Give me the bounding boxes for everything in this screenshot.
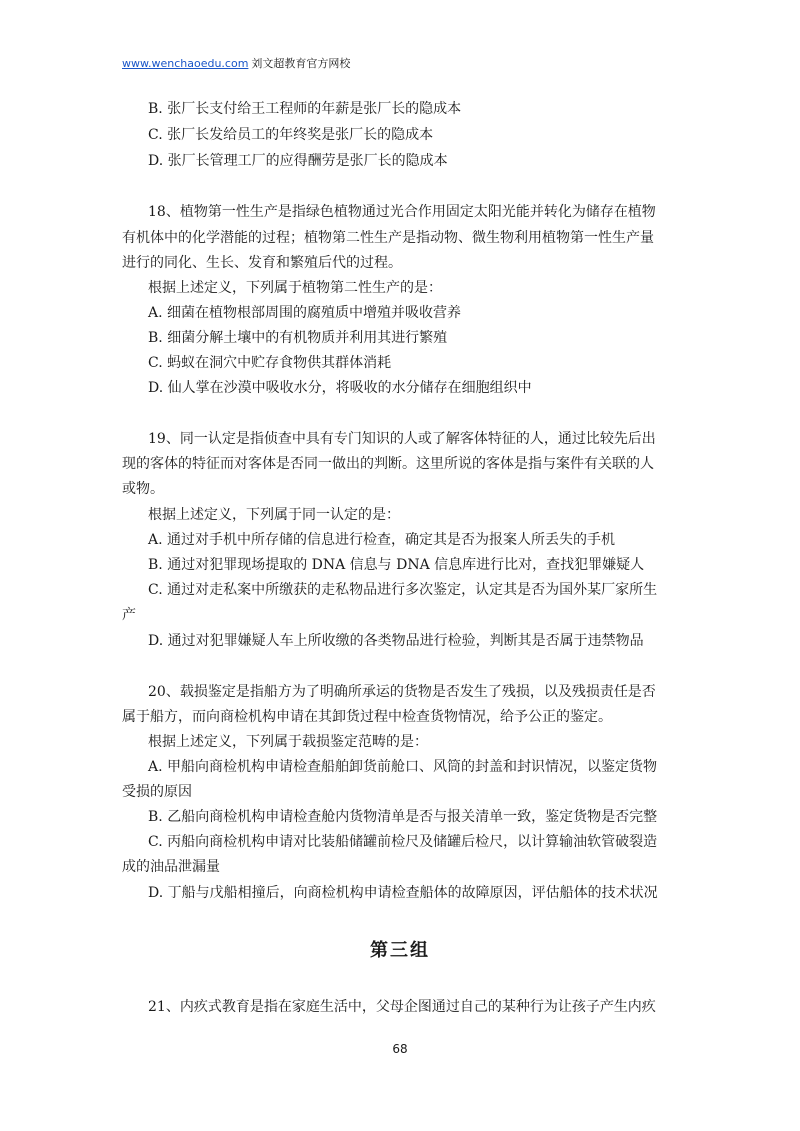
q19-option-b: B. 通过对犯罪现场提取的 DNA 信息与 DNA 信息库进行比对，查找犯罪嫌疑人 [148,557,645,573]
q19-stem-line-2: 现的客体的特征而对客体是否同一做出的判断。这里所说的客体是指与案件有关联的人 [122,456,654,472]
q18-option-d: D. 仙人掌在沙漠中吸收水分，将吸收的水分储存在细胞组织中 [148,380,532,396]
q18-option-c: C. 蚂蚁在洞穴中贮存食物供其群体消耗 [148,355,392,371]
q19-stem-line-3: 或物。 [122,481,164,497]
q19-option-c-line-1: C. 通过对走私案中所缴获的走私物品进行多次鉴定，认定其是否为国外某厂家所生 [148,582,658,598]
q20-option-c-line-1: C. 丙船向商检机构申请对比装船储罐前检尺及储罐后检尺，以计算输油软管破裂造 [148,834,658,850]
q18-option-a: A. 细菌在植物根部周围的腐殖质中增殖并吸收营养 [148,305,462,321]
q18-stem-line-2: 有机体中的化学潜能的过程；植物第二性生产是指动物、微生物利用植物第一性生产量 [122,230,654,246]
q18-prompt: 根据上述定义，下列属于植物第二性生产的是： [148,280,442,296]
q20-option-b: B. 乙船向商检机构申请检查舱内货物清单是否与报关清单一致，鉴定货物是否完整 [148,809,658,825]
q18-option-b: B. 细菌分解土壤中的有机物质并利用其进行繁殖 [148,330,448,346]
school-name: 刘文超教育官方网校 [251,57,351,70]
q19-stem-line-1: 19、同一认定是指侦查中具有专门知识的人或了解客体特征的人，通过比较先后出 [148,431,656,447]
page-number: 68 [392,1042,408,1056]
q20-option-a-line-1: A. 甲船向商检机构申请检查船舶卸货前舱口、风筒的封盖和封识情况，以鉴定货物 [148,759,658,775]
q19-option-c-line-2: 产 [122,607,136,623]
q17-option-b: B. 张厂长支付给王工程师的年薪是张厂长的隐成本 [148,101,462,117]
q19-option-a: A. 通过对手机中所存储的信息进行检查，确定其是否为报案人所丢失的手机 [148,532,616,548]
q20-stem-line-2: 属于船方，而向商检机构申请在其卸货过程中检查货物情况，给予公正的鉴定。 [122,709,612,725]
q18-stem-line-3: 进行的同化、生长、发育和繁殖后代的过程。 [122,255,402,271]
q21-stem-line-1: 21、内疚式教育是指在家庭生活中，父母企图通过自己的某种行为让孩子产生内疚 [148,999,656,1015]
page-header [122,55,350,71]
section-heading: 第三组 [370,940,430,961]
q20-option-a-line-2: 受损的原因 [122,784,192,800]
q20-prompt: 根据上述定义，下列属于载损鉴定范畴的是： [148,734,428,750]
q17-option-c: C. 张厂长发给员工的年终奖是张厂长的隐成本 [148,127,434,143]
website-link[interactable]: www.wenchaoedu.com [122,57,249,70]
q19-prompt: 根据上述定义，下列属于同一认定的是： [148,507,400,523]
q20-stem-line-1: 20、载损鉴定是指船方为了明确所承运的货物是否发生了残损，以及残损责任是否 [148,684,656,700]
q19-option-d: D. 通过对犯罪嫌疑人车上所收缴的各类物品进行检验，判断其是否属于违禁物品 [148,633,644,649]
q18-stem-line-1: 18、植物第一性生产是指绿色植物通过光合作用固定太阳光能并转化为储存在植物 [148,204,656,220]
q20-option-c-line-2: 成的油品泄漏量 [122,859,220,875]
q17-option-d: D. 张厂长管理工厂的应得酬劳是张厂长的隐成本 [148,153,448,169]
q20-option-d: D. 丁船与戊船相撞后，向商检机构申请检查船体的故障原因，评估船体的技术状况 [148,885,658,901]
